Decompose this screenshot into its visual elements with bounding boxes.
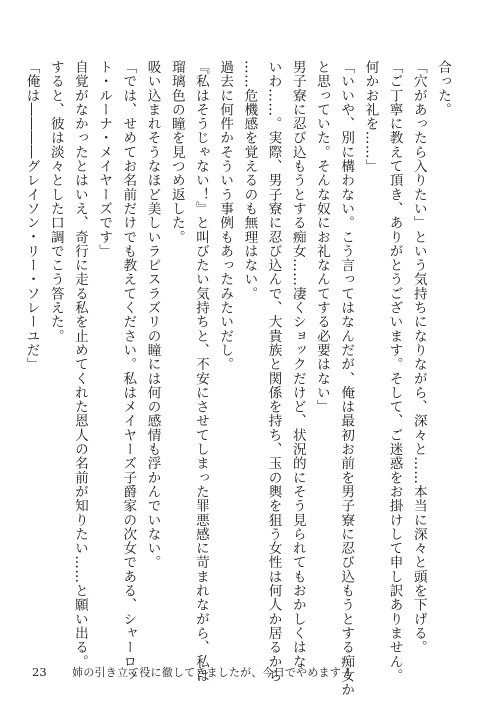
text-line: ト・ルーナ・メイヤーズです」	[96, 60, 113, 259]
page-number: 23	[32, 665, 47, 679]
text-line: 「穴があったら入りたい」という気持ちになりながら、深々と……本当に深々と頭を下げる。	[410, 60, 427, 655]
text-line: いわ……。実際、男子寮に忍び込んで、大貴族と関係を持ち、玉の輿を狙う女性は何人か居るから	[265, 60, 282, 683]
text-line: 「俺は――――グレイソン・リー・ソレーユだ」	[23, 60, 40, 372]
text-line: すると、彼は淡々とした口調でこう答えた。	[47, 60, 64, 343]
text-line: 「では、せめてお名前だけでも教えてください。私はメイヤーズ子爵家の次女である、シャーロッ	[120, 60, 137, 683]
text-line: 「いいや、別に構わない。こう言ってはなんだが、俺は最初お前を男子寮に忍び込もうとする痴女か	[338, 60, 355, 697]
text-line: 『私はそうじゃない！』と叫びたい気持ちと、不安にさせてしまった罪悪感に苛まれながら、私は	[192, 60, 209, 683]
running-title: 姉の引き立て役に徹してきましたが、今日でやめます 1	[72, 666, 352, 679]
text-line: 何かお礼を……」	[362, 60, 379, 174]
text-line: 合った。	[435, 60, 451, 117]
text-line: と思っていた。そんな奴にお礼なんてする必要はない」	[313, 60, 330, 414]
text-line: 瑠璃色の瞳を見つめ返した。	[168, 60, 185, 244]
text-line: 過去に何件かそういう事例もあったみたいだし。	[217, 60, 234, 372]
text-line: 男子寮に忍び込もうとする痴女……凄くショックだけど、状況的にそう見られてもおかしくはな	[289, 60, 306, 669]
text-line: 「ご丁寧に教えて頂き、ありがとうございます。そして、ご迷惑をお掛けして申し訳ありません。	[386, 60, 403, 683]
text-line: ……危機感を覚えるのも無理はない。	[241, 60, 258, 301]
page-footer	[32, 664, 352, 680]
text-line: 吸い込まれそうなほど美しいラピスラズリの瞳には何の感情も浮かんでいない。	[144, 60, 161, 570]
text-line: 自覚がなかったとはいえ、奇行に走る私を止めてくれた恩人の名前が知りたい……と願い出る。	[71, 60, 88, 669]
